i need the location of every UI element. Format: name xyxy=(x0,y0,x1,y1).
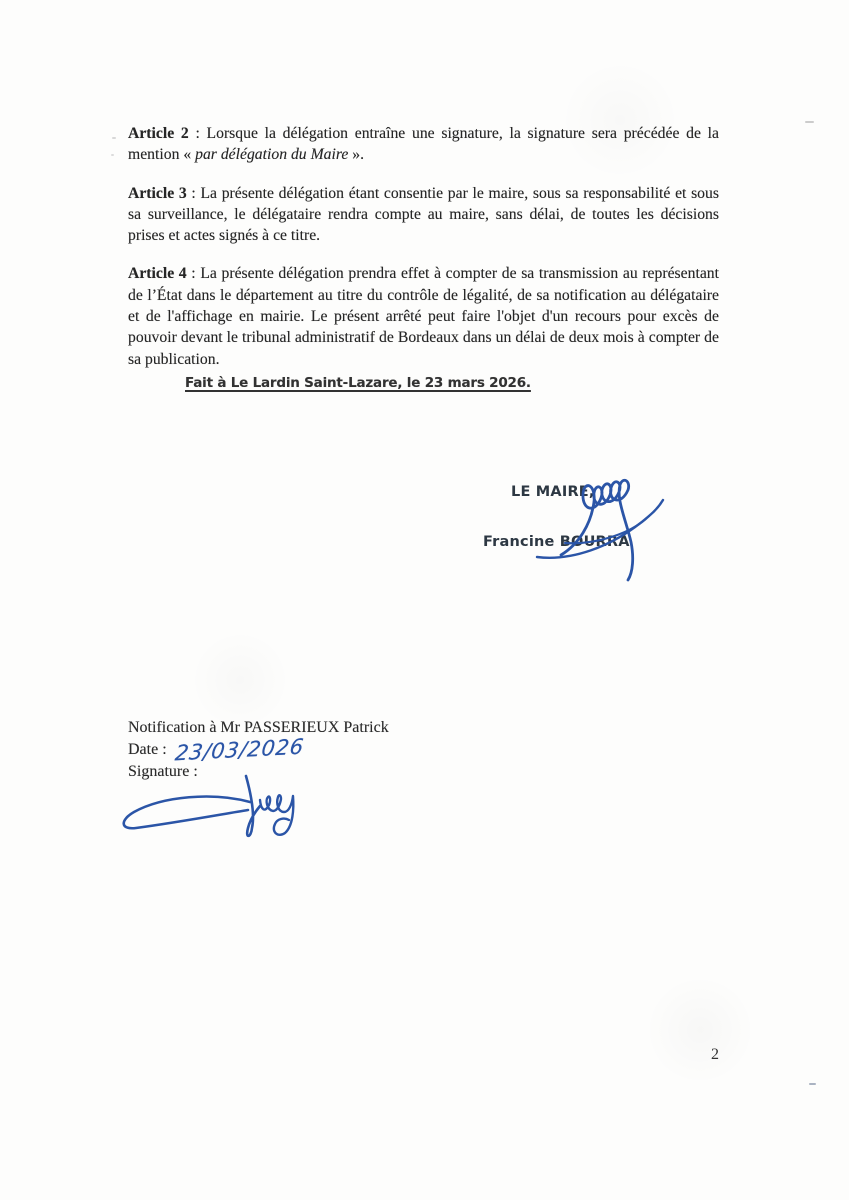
article-4-text: : La présente délégation prendra effet à compter de sa transmission au représentant de l’État dans le département au titre du contrôle de légalité, de sa notification au délégataire et de l'affichage en mairie. Le présent arrêté peut faire l'objet d'un recours pour excès de pouvoir devant le tribunal administratif de Bordeaux dans un délai de deux mois à compter de sa publication. xyxy=(128,265,719,368)
notified-person-signature-ink xyxy=(118,770,328,850)
article-4-paragraph xyxy=(128,263,719,369)
mayor-name: Francine BOURRA xyxy=(483,534,630,550)
article-4-label: Article 4 xyxy=(128,265,187,283)
signature-label: Signature : xyxy=(128,763,198,780)
article-2-text: : Lorsque la délégation entraîne une signature, la signature sera précédée de la mention « xyxy=(128,125,719,164)
notification-line: Notification à Mr PASSERIEUX Patrick xyxy=(128,719,389,736)
scan-artifact-speck xyxy=(112,137,116,139)
article-2-label: Article 2 xyxy=(128,125,189,142)
mayor-signature-ink xyxy=(533,458,678,593)
article-3-label: Article 3 xyxy=(128,184,187,202)
handwritten-date: 23/03/2026 xyxy=(173,734,306,765)
article-2-paragraph xyxy=(128,123,719,166)
articles-section xyxy=(128,123,719,387)
article-3-text: : La présente délégation étant consentie par le maire, sous sa responsabilité et sous sa surveillance, le délégataire rendra compte au maire, sans délai, de toutes les décisions prises et actes signés à ce titre. xyxy=(128,184,719,245)
date-label: Date : xyxy=(128,740,167,758)
article-2-italic-mention: par délégation du Maire xyxy=(195,146,349,164)
scan-artifact-dash xyxy=(809,1083,816,1085)
scan-artifact-dash xyxy=(805,121,814,123)
page-number: 2 xyxy=(711,1046,719,1063)
scan-artifact-speck xyxy=(111,154,114,156)
mayor-title: LE MAIRE, xyxy=(511,484,595,500)
dateline: Fait à Le Lardin Saint-Lazare, le 23 mars 2026. xyxy=(185,375,531,391)
article-3-paragraph xyxy=(128,183,719,247)
article-2-text-end: ». xyxy=(348,146,365,164)
notification-date-line xyxy=(128,734,389,765)
